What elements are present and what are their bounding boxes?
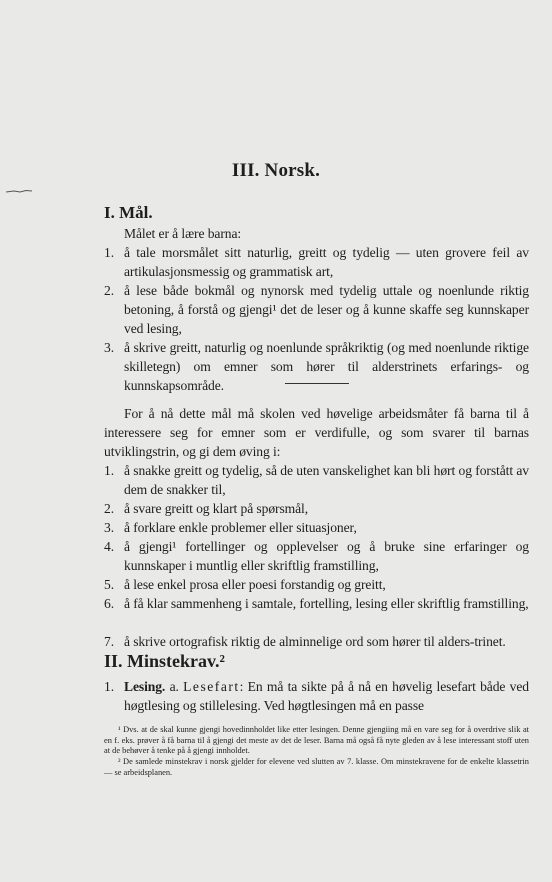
list-item-lesing [124,677,529,715]
list-item: å snakke greitt og tydelig, så de uten vanskelighet kan bli hørt og forstått av dem de snakker til, [124,463,529,497]
list-item: å skrive greitt, naturlig og noenlunde språkriktig (og med noenlunde riktige skilletegn) om emner som hører til alderstrinets erfarings- og kunnskapsområde. [124,340,529,393]
item-label: Lesing. [124,679,166,694]
list-number: 3. [104,340,115,355]
page-title: III. Norsk. [231,160,321,181]
list-number: 2. [104,501,115,516]
list-item: å gjengi¹ fortellinger og opplevelser og å bruke sine erfaringer og kunnskaper i muntlig eller skriftlig framstilling, [124,539,529,573]
item-term: Lesefart [183,679,240,694]
list-number: 5. [104,577,115,592]
section1-intro: Målet er å lære barna: [124,226,242,241]
list-number: 6. [104,596,115,611]
footnote-1: ¹ Dvs. at de skal kunne gjengi hovedinnholdet like etter lesingen. Denne gjengiing må en vare seg for å overdrive slik at en f. eks. prøver å få barna til å gjengi det meste av det de leser. Barna må også få nyte gleden av å lese interessant stoff uten at de behøver å tenke på å gjengi innholdet. [104,725,529,755]
list-number: 4. [104,539,115,554]
section-heading-minstekrav: II. Minstekrav.² [104,651,225,671]
list-item: å lese både bokmål og nynorsk med tydelig uttale og noenlunde riktig betoning, å forstå og gjengi¹ det de leser og å kunne skaffe seg kunnskaper ved lesing, [124,283,529,336]
list-item: å svare greitt og klart på spørsmål, [124,501,309,516]
list-number: 1. [104,245,115,260]
list-number: 7. [104,634,115,649]
pencil-mark [6,190,32,193]
list-number: 3. [104,520,115,535]
list-item: å lese enkel prosa eller poesi forstandig og greitt, [124,577,386,592]
list-number: 1. [104,679,115,694]
section-divider [285,383,349,384]
list-item: å tale morsmålet sitt naturlig, greitt og tydelig — uten grovere feil av artikulasjonsmessig og grammatisk art, [124,245,529,279]
footnote-2: ² De samlede minstekrav i norsk gjelder for elevene ved slutten av 7. klasse. Om minstekravene for de enkelte klassetrin — se arbeidsplanen. [104,757,529,777]
item-text: : En må ta sikte på å nå en høvelig lesefart både ved høgtlesing og stillelesing. Ved høgtlesingen må en passe [124,679,529,713]
list-item: å skrive ortografisk riktig de alminnelige ord som hører til alders-trinet. [124,634,506,649]
section-heading-maal: I. Mål. [104,203,153,222]
list-number: 1. [104,463,115,478]
list-item: å forklare enkle problemer eller situasjoner, [124,520,357,535]
list-item: å få klar sammenheng i samtale, fortelling, lesing eller skriftlig framstilling, [124,596,529,611]
section2-intro: For å nå dette mål må skolen ved høvelige arbeidsmåter få barna til å interessere seg for emner som er verdifulle, og som svarer til barnas utviklingstrin, og gi dem øving i: [104,406,529,459]
item-sub: a. [169,679,179,694]
list-number: 2. [104,283,115,298]
